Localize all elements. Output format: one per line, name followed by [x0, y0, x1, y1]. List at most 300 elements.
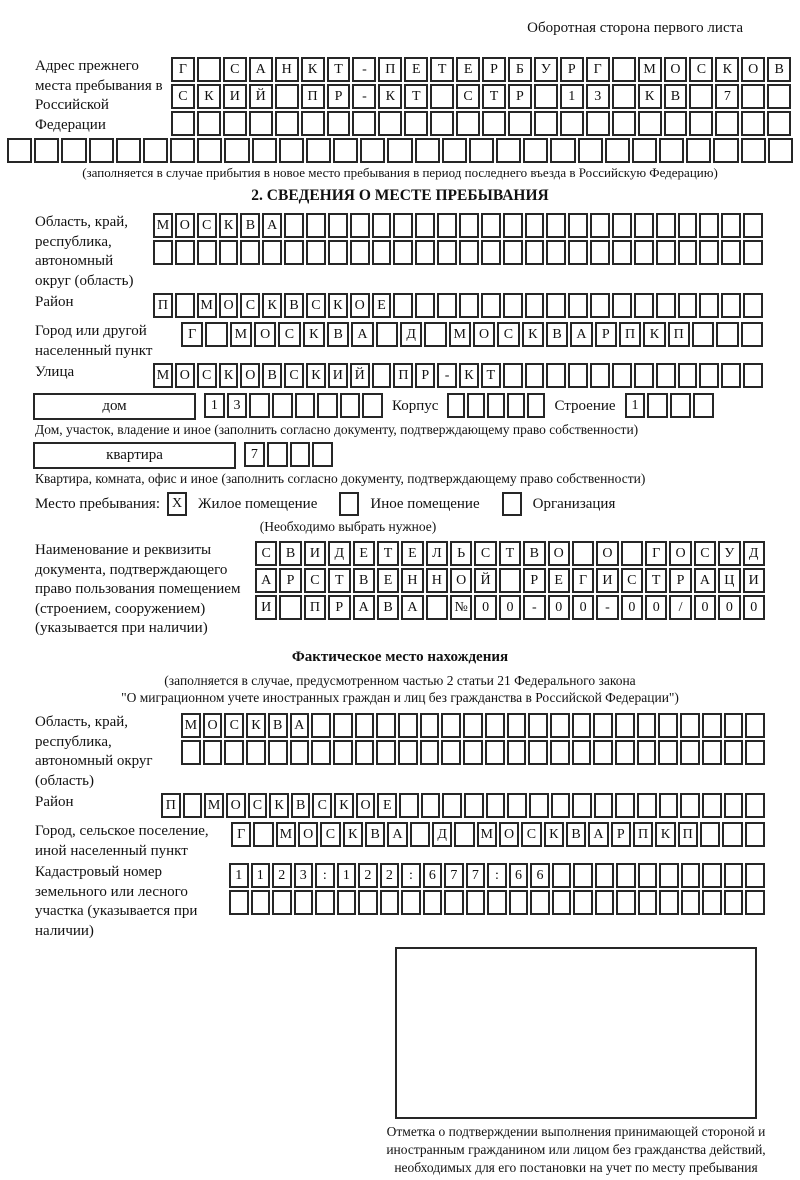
char-box[interactable]: Р: [482, 57, 506, 82]
char-box[interactable]: [249, 111, 273, 136]
char-box[interactable]: В: [279, 541, 301, 566]
char-box[interactable]: П: [153, 293, 173, 318]
char-box[interactable]: 1: [625, 393, 646, 418]
char-box[interactable]: [229, 890, 249, 915]
char-box[interactable]: [550, 740, 570, 765]
char-box[interactable]: [637, 793, 657, 818]
char-box[interactable]: [702, 713, 722, 738]
char-box[interactable]: Р: [279, 568, 301, 593]
char-box[interactable]: 1: [251, 863, 271, 888]
char-box[interactable]: А: [262, 213, 282, 238]
char-box[interactable]: 6: [423, 863, 443, 888]
char-box[interactable]: [290, 740, 310, 765]
char-box[interactable]: О: [226, 793, 246, 818]
char-box[interactable]: С: [197, 363, 217, 388]
char-box[interactable]: М: [449, 322, 471, 347]
char-box[interactable]: 6: [530, 863, 550, 888]
char-box[interactable]: 7: [244, 442, 265, 467]
char-box[interactable]: [183, 793, 203, 818]
char-box[interactable]: [743, 363, 763, 388]
char-box[interactable]: [507, 793, 527, 818]
char-box[interactable]: [702, 793, 722, 818]
char-box[interactable]: [659, 890, 679, 915]
char-box[interactable]: [223, 111, 247, 136]
char-box[interactable]: 2: [358, 863, 378, 888]
char-box[interactable]: [415, 293, 435, 318]
char-box[interactable]: Р: [560, 57, 584, 82]
char-box[interactable]: А: [694, 568, 716, 593]
char-box[interactable]: [7, 138, 32, 163]
char-box[interactable]: П: [161, 793, 181, 818]
char-box[interactable]: [767, 84, 791, 109]
char-box[interactable]: [573, 890, 593, 915]
char-box[interactable]: [399, 793, 419, 818]
char-box[interactable]: [275, 84, 299, 109]
char-box[interactable]: [745, 793, 765, 818]
char-box[interactable]: [469, 138, 494, 163]
char-box[interactable]: [284, 240, 304, 265]
char-box[interactable]: [678, 213, 698, 238]
char-box[interactable]: 7: [444, 863, 464, 888]
char-box[interactable]: [741, 322, 763, 347]
char-box[interactable]: [89, 138, 114, 163]
char-box[interactable]: [482, 111, 506, 136]
char-box[interactable]: [767, 111, 791, 136]
char-box[interactable]: [699, 240, 719, 265]
char-box[interactable]: [638, 890, 658, 915]
char-box[interactable]: [398, 740, 418, 765]
apartment-type-box[interactable]: квартира: [33, 442, 236, 469]
char-box[interactable]: [279, 138, 304, 163]
char-box[interactable]: М: [204, 793, 224, 818]
char-box[interactable]: [170, 138, 195, 163]
char-box[interactable]: [724, 740, 744, 765]
char-box[interactable]: [659, 863, 679, 888]
char-box[interactable]: [301, 111, 325, 136]
char-box[interactable]: [612, 363, 632, 388]
char-box[interactable]: [590, 240, 610, 265]
char-box[interactable]: [415, 240, 435, 265]
char-box[interactable]: 3: [294, 863, 314, 888]
char-box[interactable]: [743, 240, 763, 265]
char-box[interactable]: [612, 293, 632, 318]
char-box[interactable]: М: [477, 822, 497, 847]
char-box[interactable]: А: [255, 568, 277, 593]
char-box[interactable]: [715, 111, 739, 136]
char-box[interactable]: Е: [404, 57, 428, 82]
char-box[interactable]: Р: [415, 363, 435, 388]
char-box[interactable]: 0: [474, 595, 496, 620]
char-box[interactable]: [508, 111, 532, 136]
char-box[interactable]: С: [456, 84, 480, 109]
char-box[interactable]: К: [715, 57, 739, 82]
char-box[interactable]: [637, 713, 657, 738]
char-box[interactable]: С: [306, 293, 326, 318]
char-box[interactable]: [638, 111, 662, 136]
char-box[interactable]: [464, 793, 484, 818]
char-box[interactable]: [578, 138, 603, 163]
char-box[interactable]: [560, 111, 584, 136]
char-box[interactable]: [615, 740, 635, 765]
char-box[interactable]: [487, 890, 507, 915]
char-box[interactable]: И: [304, 541, 326, 566]
char-box[interactable]: [702, 740, 722, 765]
char-box[interactable]: Е: [456, 57, 480, 82]
char-box[interactable]: [380, 890, 400, 915]
char-box[interactable]: [360, 138, 385, 163]
char-box[interactable]: [680, 793, 700, 818]
char-box[interactable]: [659, 793, 679, 818]
char-box[interactable]: [689, 111, 713, 136]
char-box[interactable]: В: [291, 793, 311, 818]
char-box[interactable]: К: [328, 293, 348, 318]
char-box[interactable]: [768, 138, 793, 163]
char-box[interactable]: [590, 363, 610, 388]
char-box[interactable]: [507, 393, 525, 418]
char-box[interactable]: П: [668, 322, 690, 347]
char-box[interactable]: [378, 111, 402, 136]
char-box[interactable]: К: [522, 322, 544, 347]
char-box[interactable]: [716, 322, 738, 347]
char-box[interactable]: С: [621, 568, 643, 593]
char-box[interactable]: [249, 393, 270, 418]
char-box[interactable]: [175, 293, 195, 318]
char-box[interactable]: [678, 240, 698, 265]
char-box[interactable]: Ь: [450, 541, 472, 566]
char-box[interactable]: [327, 111, 351, 136]
char-box[interactable]: [485, 740, 505, 765]
char-box[interactable]: К: [197, 84, 221, 109]
char-box[interactable]: 0: [548, 595, 570, 620]
char-box[interactable]: В: [377, 595, 399, 620]
char-box[interactable]: [572, 740, 592, 765]
char-box[interactable]: [275, 111, 299, 136]
char-box[interactable]: П: [304, 595, 326, 620]
char-box[interactable]: [721, 293, 741, 318]
char-box[interactable]: Т: [328, 568, 350, 593]
char-box[interactable]: [615, 713, 635, 738]
char-box[interactable]: [503, 213, 523, 238]
char-box[interactable]: [487, 393, 505, 418]
char-box[interactable]: В: [262, 363, 282, 388]
char-box[interactable]: Т: [481, 363, 501, 388]
char-box[interactable]: [568, 293, 588, 318]
char-box[interactable]: :: [315, 863, 335, 888]
char-box[interactable]: [224, 740, 244, 765]
char-box[interactable]: Д: [743, 541, 765, 566]
char-box[interactable]: С: [284, 363, 304, 388]
char-box[interactable]: [312, 442, 333, 467]
char-box[interactable]: [546, 240, 566, 265]
char-box[interactable]: [573, 863, 593, 888]
char-box[interactable]: [317, 393, 338, 418]
char-box[interactable]: [333, 740, 353, 765]
char-box[interactable]: О: [219, 293, 239, 318]
char-box[interactable]: [678, 363, 698, 388]
char-box[interactable]: К: [219, 213, 239, 238]
char-box[interactable]: [632, 138, 657, 163]
char-box[interactable]: [372, 363, 392, 388]
char-box[interactable]: [741, 111, 765, 136]
char-box[interactable]: [203, 740, 223, 765]
char-box[interactable]: Г: [645, 541, 667, 566]
char-box[interactable]: [459, 213, 479, 238]
char-box[interactable]: [224, 138, 249, 163]
char-box[interactable]: [509, 890, 529, 915]
char-box[interactable]: М: [276, 822, 296, 847]
char-box[interactable]: [664, 111, 688, 136]
char-box[interactable]: -: [437, 363, 457, 388]
char-box[interactable]: [311, 713, 331, 738]
char-box[interactable]: В: [566, 822, 586, 847]
char-box[interactable]: 0: [743, 595, 765, 620]
char-box[interactable]: [621, 541, 643, 566]
char-box[interactable]: В: [353, 568, 375, 593]
char-box[interactable]: [552, 863, 572, 888]
char-box[interactable]: [634, 293, 654, 318]
char-box[interactable]: [595, 890, 615, 915]
char-box[interactable]: К: [301, 57, 325, 82]
char-box[interactable]: [430, 84, 454, 109]
char-box[interactable]: Г: [586, 57, 610, 82]
char-box[interactable]: [262, 240, 282, 265]
char-box[interactable]: В: [523, 541, 545, 566]
char-box[interactable]: [724, 793, 744, 818]
char-box[interactable]: [143, 138, 168, 163]
char-box[interactable]: 2: [272, 863, 292, 888]
char-box[interactable]: В: [284, 293, 304, 318]
char-box[interactable]: [721, 363, 741, 388]
char-box[interactable]: [350, 240, 370, 265]
char-box[interactable]: [546, 213, 566, 238]
char-box[interactable]: [647, 393, 668, 418]
char-box[interactable]: С: [223, 57, 247, 82]
char-box[interactable]: [61, 138, 86, 163]
char-box[interactable]: [219, 240, 239, 265]
char-box[interactable]: 0: [621, 595, 643, 620]
char-box[interactable]: [593, 713, 613, 738]
char-box[interactable]: И: [596, 568, 618, 593]
char-box[interactable]: К: [655, 822, 675, 847]
char-box[interactable]: [656, 213, 676, 238]
char-box[interactable]: [741, 84, 765, 109]
char-box[interactable]: Е: [353, 541, 375, 566]
char-box[interactable]: [481, 213, 501, 238]
char-box[interactable]: [568, 363, 588, 388]
char-box[interactable]: [616, 863, 636, 888]
char-box[interactable]: Г: [231, 822, 251, 847]
char-box[interactable]: С: [312, 793, 332, 818]
char-box[interactable]: [552, 890, 572, 915]
char-box[interactable]: [745, 740, 765, 765]
char-box[interactable]: Й: [474, 568, 496, 593]
char-box[interactable]: [252, 138, 277, 163]
char-box[interactable]: О: [499, 822, 519, 847]
char-box[interactable]: О: [203, 713, 223, 738]
char-box[interactable]: [721, 240, 741, 265]
char-box[interactable]: [590, 293, 610, 318]
char-box[interactable]: [251, 890, 271, 915]
char-box[interactable]: [590, 213, 610, 238]
char-box[interactable]: [372, 213, 392, 238]
char-box[interactable]: 2: [380, 863, 400, 888]
char-box[interactable]: [294, 890, 314, 915]
char-box[interactable]: О: [175, 363, 195, 388]
char-box[interactable]: [656, 363, 676, 388]
char-box[interactable]: [253, 822, 273, 847]
char-box[interactable]: К: [343, 822, 363, 847]
char-box[interactable]: [528, 713, 548, 738]
char-box[interactable]: [421, 793, 441, 818]
char-box[interactable]: 1: [229, 863, 249, 888]
char-box[interactable]: Д: [328, 541, 350, 566]
char-box[interactable]: [693, 393, 714, 418]
char-box[interactable]: [699, 213, 719, 238]
char-box[interactable]: К: [544, 822, 564, 847]
char-box[interactable]: [525, 213, 545, 238]
char-box[interactable]: В: [664, 84, 688, 109]
char-box[interactable]: [550, 138, 575, 163]
char-box[interactable]: [459, 240, 479, 265]
char-box[interactable]: Е: [401, 541, 423, 566]
char-box[interactable]: Н: [426, 568, 448, 593]
char-box[interactable]: [415, 213, 435, 238]
char-box[interactable]: [153, 240, 173, 265]
char-box[interactable]: [175, 240, 195, 265]
char-box[interactable]: [612, 84, 636, 109]
char-box[interactable]: [525, 363, 545, 388]
char-box[interactable]: [503, 293, 523, 318]
char-box[interactable]: [398, 713, 418, 738]
char-box[interactable]: [442, 138, 467, 163]
char-box[interactable]: [656, 293, 676, 318]
char-box[interactable]: Б: [508, 57, 532, 82]
char-box[interactable]: [507, 740, 527, 765]
char-box[interactable]: И: [255, 595, 277, 620]
char-box[interactable]: [246, 740, 266, 765]
char-box[interactable]: [423, 890, 443, 915]
char-box[interactable]: Д: [432, 822, 452, 847]
char-box[interactable]: [284, 213, 304, 238]
char-box[interactable]: [272, 890, 292, 915]
char-box[interactable]: [530, 890, 550, 915]
char-box[interactable]: О: [450, 568, 472, 593]
char-box[interactable]: М: [153, 363, 173, 388]
char-box[interactable]: Е: [548, 568, 570, 593]
char-box[interactable]: [527, 393, 545, 418]
char-box[interactable]: [267, 442, 288, 467]
char-box[interactable]: 0: [694, 595, 716, 620]
char-box[interactable]: [355, 740, 375, 765]
char-box[interactable]: [612, 213, 632, 238]
char-box[interactable]: Т: [404, 84, 428, 109]
char-box[interactable]: К: [334, 793, 354, 818]
char-box[interactable]: [525, 240, 545, 265]
char-box[interactable]: [311, 740, 331, 765]
char-box[interactable]: К: [638, 84, 662, 109]
char-box[interactable]: 0: [572, 595, 594, 620]
char-box[interactable]: [745, 822, 765, 847]
char-box[interactable]: [496, 138, 521, 163]
char-box[interactable]: С: [171, 84, 195, 109]
char-box[interactable]: [499, 568, 521, 593]
char-box[interactable]: [415, 138, 440, 163]
char-box[interactable]: [393, 240, 413, 265]
char-box[interactable]: О: [548, 541, 570, 566]
char-box[interactable]: 0: [645, 595, 667, 620]
char-box[interactable]: С: [694, 541, 716, 566]
char-box[interactable]: [534, 111, 558, 136]
char-box[interactable]: [503, 240, 523, 265]
char-box[interactable]: [546, 363, 566, 388]
char-box[interactable]: [240, 240, 260, 265]
char-box[interactable]: [724, 890, 744, 915]
char-box[interactable]: П: [678, 822, 698, 847]
char-box[interactable]: Т: [377, 541, 399, 566]
char-box[interactable]: [595, 863, 615, 888]
char-box[interactable]: [745, 890, 765, 915]
char-box[interactable]: [702, 890, 722, 915]
char-box[interactable]: Р: [327, 84, 351, 109]
char-box[interactable]: [350, 213, 370, 238]
char-box[interactable]: 1: [204, 393, 225, 418]
char-box[interactable]: [713, 138, 738, 163]
char-box[interactable]: [743, 293, 763, 318]
char-box[interactable]: В: [268, 713, 288, 738]
char-box[interactable]: [745, 863, 765, 888]
char-box[interactable]: С: [255, 541, 277, 566]
char-box[interactable]: Р: [595, 322, 617, 347]
char-box[interactable]: [659, 138, 684, 163]
char-box[interactable]: Е: [372, 293, 392, 318]
char-box[interactable]: [372, 240, 392, 265]
char-box[interactable]: Р: [328, 595, 350, 620]
char-box[interactable]: В: [546, 322, 568, 347]
char-box[interactable]: [605, 138, 630, 163]
char-box[interactable]: 0: [718, 595, 740, 620]
char-box[interactable]: В: [327, 322, 349, 347]
char-box[interactable]: П: [378, 57, 402, 82]
char-box[interactable]: [197, 240, 217, 265]
char-box[interactable]: [681, 890, 701, 915]
char-box[interactable]: С: [304, 568, 326, 593]
char-box[interactable]: О: [240, 363, 260, 388]
char-box[interactable]: [702, 863, 722, 888]
char-box[interactable]: С: [497, 322, 519, 347]
char-box[interactable]: О: [254, 322, 276, 347]
char-box[interactable]: [290, 442, 311, 467]
char-box[interactable]: Т: [645, 568, 667, 593]
char-box[interactable]: [689, 84, 713, 109]
char-box[interactable]: [197, 111, 221, 136]
char-box[interactable]: [295, 393, 316, 418]
char-box[interactable]: [507, 713, 527, 738]
char-box[interactable]: П: [301, 84, 325, 109]
char-box[interactable]: П: [393, 363, 413, 388]
char-box[interactable]: Д: [400, 322, 422, 347]
char-box[interactable]: [355, 713, 375, 738]
char-box[interactable]: К: [643, 322, 665, 347]
char-box[interactable]: М: [638, 57, 662, 82]
char-box[interactable]: С: [197, 213, 217, 238]
char-box[interactable]: А: [249, 57, 273, 82]
char-box[interactable]: [352, 111, 376, 136]
char-box[interactable]: Й: [249, 84, 273, 109]
char-box[interactable]: В: [365, 822, 385, 847]
char-box[interactable]: [572, 541, 594, 566]
house-type-box[interactable]: дом: [33, 393, 196, 420]
char-box[interactable]: [306, 213, 326, 238]
